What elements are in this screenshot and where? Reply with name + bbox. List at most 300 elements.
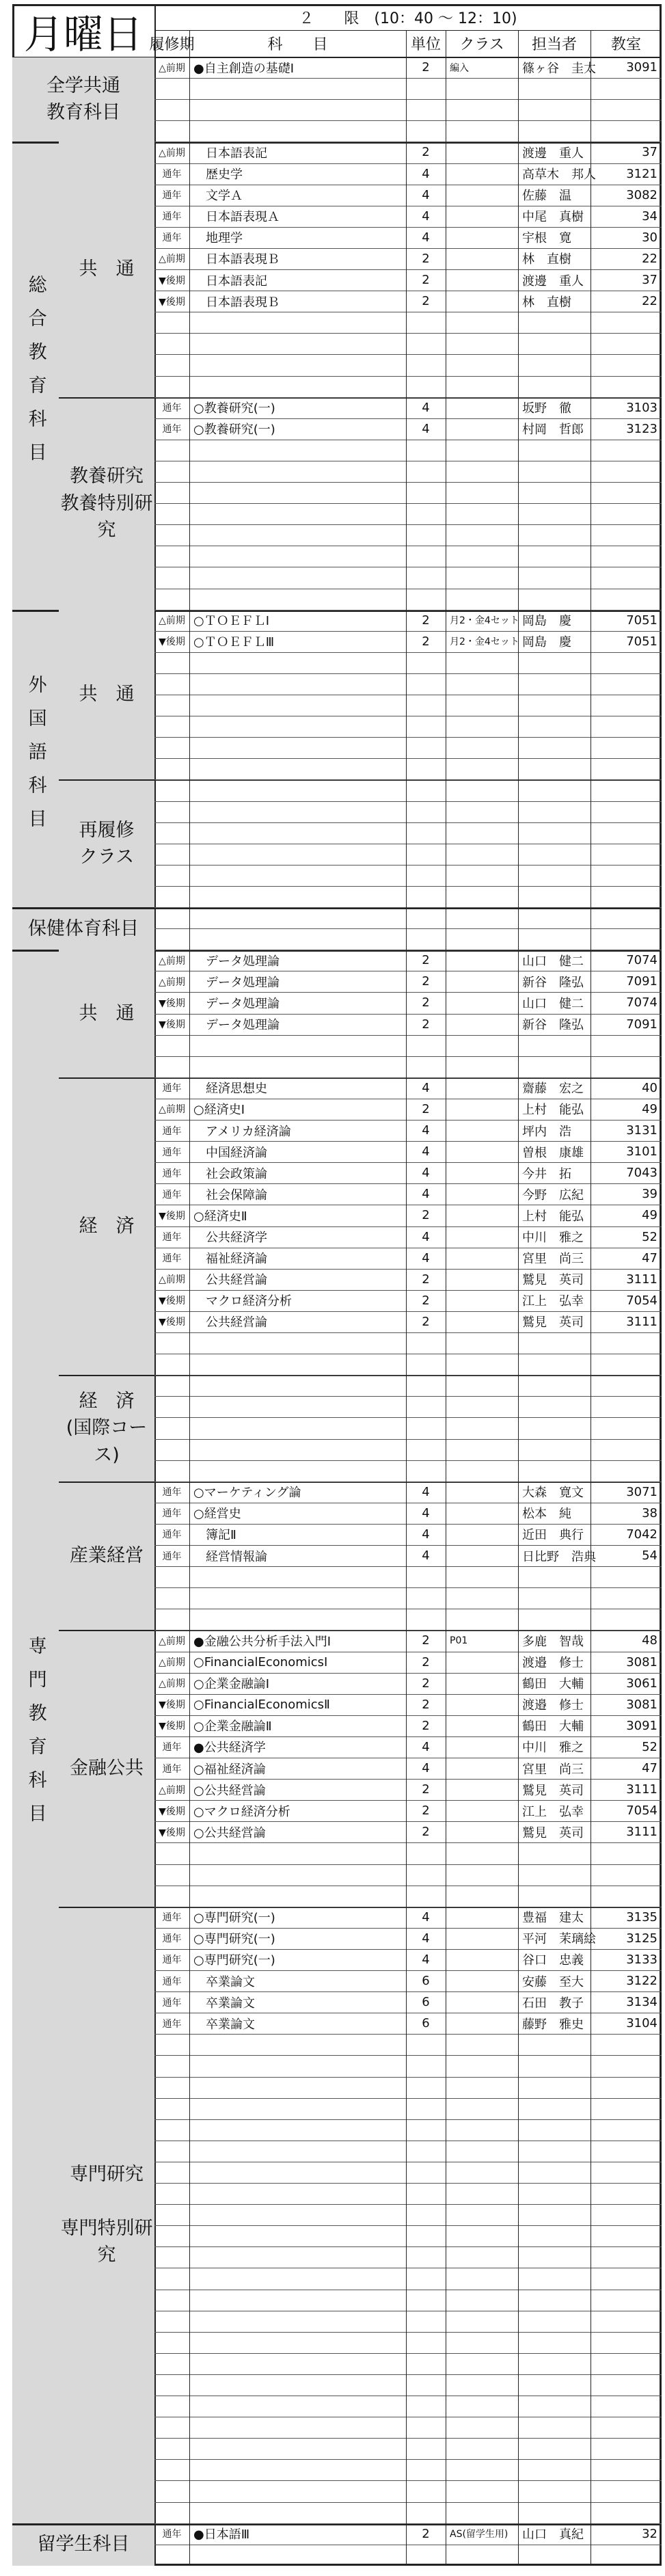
row-units: 2 bbox=[422, 1293, 430, 1308]
row-term: 通年 bbox=[162, 1508, 182, 1520]
row-class bbox=[446, 142, 518, 163]
row-class bbox=[446, 163, 518, 185]
row-room: 7051 bbox=[626, 634, 657, 649]
row-term: ▼後期 bbox=[159, 1317, 185, 1328]
row-room: 3104 bbox=[626, 2016, 657, 2031]
row-class bbox=[446, 971, 518, 992]
row-subject: ○経済史Ⅱ bbox=[193, 1209, 247, 1224]
row-room: 3111 bbox=[626, 1272, 657, 1287]
row-term: 通年 bbox=[162, 1232, 182, 1244]
row-term: ▼後期 bbox=[159, 1700, 185, 1711]
row-class: AS(留学生用) bbox=[450, 2529, 508, 2540]
row-term: ▼後期 bbox=[159, 1721, 185, 1732]
row-teacher: 豊福 建太 bbox=[522, 1911, 584, 1926]
row-class bbox=[446, 1141, 518, 1162]
row-room: 3135 bbox=[626, 1909, 657, 1924]
row-room: 3122 bbox=[626, 1974, 657, 1989]
row-room: 47 bbox=[642, 1761, 657, 1776]
row-subject: ●公共経済学 bbox=[193, 1741, 266, 1756]
group-label: 教養研究 教養特別研究 bbox=[59, 397, 154, 610]
row-class bbox=[446, 1524, 518, 1545]
row-term: 通年 bbox=[162, 403, 182, 414]
section-label: 外国語科目 bbox=[12, 610, 59, 907]
row-room: 3082 bbox=[626, 187, 657, 202]
row-teacher: 安藤 至大 bbox=[522, 1974, 584, 1989]
row-units: 2 bbox=[422, 1782, 430, 1797]
row-room: 52 bbox=[642, 1739, 657, 1754]
row-subject: 卒業論文 bbox=[193, 2017, 255, 2032]
row-teacher: 新谷 隆弘 bbox=[522, 975, 584, 990]
row-subject: 日本語表現Ｂ bbox=[193, 295, 280, 310]
row-class bbox=[446, 206, 518, 227]
row-subject: 社会保障論 bbox=[193, 1188, 267, 1203]
row-subject: ○企業金融論Ⅰ bbox=[193, 1677, 270, 1692]
row-teacher: 坂野 徹 bbox=[522, 401, 571, 416]
period-header: ２ 限 (10：40 ～ 12：10) bbox=[299, 10, 517, 27]
row-subject: 地理学 bbox=[193, 231, 243, 246]
row-teacher: 宮里 尚三 bbox=[522, 1762, 584, 1777]
row-room: 3123 bbox=[626, 421, 657, 436]
section-label: 総合教育科目 bbox=[12, 142, 59, 609]
row-room: 7054 bbox=[626, 1803, 657, 1819]
row-class bbox=[446, 1991, 518, 2013]
row-room: 3134 bbox=[626, 1995, 657, 2010]
row-teacher: 山口 健二 bbox=[522, 954, 584, 969]
row-subject: データ処理論 bbox=[193, 975, 280, 990]
row-teacher: 林 直樹 bbox=[522, 295, 571, 310]
row-room: 7074 bbox=[626, 953, 657, 968]
row-teacher: 渡邉 修士 bbox=[522, 1656, 584, 1671]
row-subject: ○専門研究(一) bbox=[193, 1953, 275, 1968]
row-teacher: 今井 拓 bbox=[522, 1166, 571, 1181]
row-units: 2 bbox=[422, 613, 430, 628]
row-teacher: 山口 健二 bbox=[522, 996, 584, 1011]
row-subject: ○ＴＯＥＦＬⅠ bbox=[193, 614, 270, 629]
group-label: 産業経営 bbox=[59, 1481, 154, 1631]
row-units: 4 bbox=[422, 1144, 430, 1159]
row-teacher: 林 直樹 bbox=[522, 252, 571, 267]
row-room: 3091 bbox=[626, 60, 657, 75]
row-term: ▼後期 bbox=[159, 296, 185, 308]
row-room: 40 bbox=[642, 1080, 657, 1095]
row-term: 通年 bbox=[162, 1253, 182, 1265]
row-teacher: 曽根 康雄 bbox=[522, 1145, 584, 1160]
row-room: 7074 bbox=[626, 995, 657, 1010]
row-teacher: 佐藤 温 bbox=[522, 189, 571, 204]
row-units: 4 bbox=[422, 1909, 430, 1924]
row-subject: ○福祉経済論 bbox=[193, 1762, 266, 1777]
row-teacher: 篠ヶ谷 圭太 bbox=[522, 61, 596, 76]
row-term: 通年 bbox=[162, 190, 182, 202]
row-term: 通年 bbox=[162, 2018, 182, 2030]
row-teacher: 近田 典行 bbox=[522, 1528, 584, 1543]
row-units: 4 bbox=[422, 400, 430, 415]
row-subject: 経済思想史 bbox=[193, 1082, 267, 1097]
column-header-class: クラス bbox=[459, 36, 504, 53]
row-subject: 公共経営論 bbox=[193, 1273, 267, 1288]
row-units: 2 bbox=[422, 1017, 430, 1032]
row-subject: 日本語表現Ｂ bbox=[193, 252, 280, 267]
row-units: 2 bbox=[422, 294, 430, 309]
row-room: 3103 bbox=[626, 400, 657, 415]
row-subject: ○FinancialEconomicsⅡ bbox=[193, 1697, 330, 1712]
row-subject: 日本語表記 bbox=[193, 273, 267, 289]
row-subject: 福祉経済論 bbox=[193, 1252, 267, 1267]
row-term: ▼後期 bbox=[159, 1210, 185, 1222]
row-room: 3081 bbox=[626, 1697, 657, 1712]
row-class bbox=[446, 1099, 518, 1120]
row-room: 39 bbox=[642, 1187, 657, 1202]
row-class bbox=[446, 1120, 518, 1141]
row-units: 4 bbox=[422, 421, 430, 436]
row-class bbox=[446, 1226, 518, 1248]
row-term: ▼後期 bbox=[159, 1827, 185, 1838]
page-title: 月曜日 bbox=[23, 10, 143, 57]
row-class bbox=[446, 248, 518, 269]
row-units: 4 bbox=[422, 1484, 430, 1499]
row-units: 4 bbox=[422, 1505, 430, 1520]
row-units: 4 bbox=[422, 1187, 430, 1202]
row-room: 3111 bbox=[626, 1314, 657, 1329]
row-units: 6 bbox=[422, 1995, 430, 2010]
row-class bbox=[446, 1290, 518, 1311]
row-units: 4 bbox=[422, 1931, 430, 1946]
row-term: 通年 bbox=[162, 1146, 182, 1158]
column-header-units: 単位 bbox=[410, 36, 441, 53]
row-room: 37 bbox=[642, 145, 657, 160]
row-teacher: 石田 教子 bbox=[522, 1996, 584, 2011]
row-class bbox=[446, 1014, 518, 1035]
row-subject: データ処理論 bbox=[193, 954, 280, 969]
row-units: 4 bbox=[422, 166, 430, 181]
row-class bbox=[446, 1481, 518, 1503]
row-class bbox=[446, 2013, 518, 2034]
row-term: 通年 bbox=[162, 1189, 182, 1200]
row-subject: ○公共経営論 bbox=[193, 1783, 266, 1798]
row-subject: 中国経済論 bbox=[193, 1145, 267, 1160]
row-teacher: 平河 茉璃絵 bbox=[522, 1932, 596, 1947]
row-teacher: 渡邊 重人 bbox=[522, 146, 584, 161]
row-class bbox=[446, 1311, 518, 1332]
row-room: 30 bbox=[642, 230, 657, 245]
row-teacher: 中尾 真樹 bbox=[522, 210, 584, 225]
row-term: 通年 bbox=[162, 1742, 182, 1754]
row-subject: ○経営史 bbox=[193, 1507, 241, 1522]
row-teacher: 中川 雅之 bbox=[522, 1231, 584, 1246]
row-class bbox=[446, 397, 518, 418]
group-label: 共 通 bbox=[59, 142, 154, 397]
row-subject: 文学Ａ bbox=[193, 189, 243, 204]
row-class bbox=[446, 1928, 518, 1949]
row-term: △前期 bbox=[159, 1274, 185, 1286]
row-subject: 日本語表現Ａ bbox=[193, 210, 280, 225]
row-class bbox=[446, 1248, 518, 1269]
row-teacher: 渡邊 重人 bbox=[522, 273, 584, 289]
row-subject: データ処理論 bbox=[193, 1018, 280, 1033]
row-room: 22 bbox=[642, 294, 657, 309]
row-teacher: 江上 弘幸 bbox=[522, 1804, 584, 1819]
row-room: 34 bbox=[642, 209, 657, 224]
row-room: 54 bbox=[642, 1548, 657, 1564]
row-term: ▼後期 bbox=[159, 997, 185, 1009]
row-room: 7091 bbox=[626, 974, 657, 989]
row-term: ▼後期 bbox=[159, 1019, 185, 1031]
row-units: 4 bbox=[422, 1952, 430, 1967]
row-teacher: 日比野 浩典 bbox=[522, 1549, 596, 1564]
row-subject: ○教養研究(一) bbox=[193, 401, 275, 416]
row-class bbox=[446, 1970, 518, 1991]
row-class bbox=[446, 1205, 518, 1226]
row-term: 通年 bbox=[162, 1763, 182, 1775]
row-units: 4 bbox=[422, 1080, 430, 1095]
row-class bbox=[446, 291, 518, 312]
group-label: 金融公共 bbox=[59, 1630, 154, 1906]
row-room: 7091 bbox=[626, 1017, 657, 1032]
row-units: 4 bbox=[422, 1527, 430, 1542]
row-units: 2 bbox=[422, 145, 430, 160]
row-term: 通年 bbox=[162, 211, 182, 223]
row-class bbox=[446, 1758, 518, 1779]
row-units: 4 bbox=[422, 1229, 430, 1244]
row-term: 通年 bbox=[162, 1168, 182, 1179]
row-term: 通年 bbox=[162, 1529, 182, 1541]
row-teacher: 齋藤 宏之 bbox=[522, 1082, 584, 1097]
row-units: 2 bbox=[422, 995, 430, 1010]
row-class bbox=[446, 1652, 518, 1673]
row-subject: マクロ経済分析 bbox=[193, 1294, 292, 1309]
row-class bbox=[446, 1162, 518, 1183]
timetable-sheet bbox=[12, 4, 662, 2572]
row-units: 2 bbox=[422, 1208, 430, 1223]
row-term: 通年 bbox=[162, 1933, 182, 1945]
row-subject: ○マクロ経済分析 bbox=[193, 1804, 290, 1819]
row-subject: 簿記Ⅱ bbox=[193, 1528, 236, 1543]
row-term: △前期 bbox=[159, 147, 185, 159]
row-term: △前期 bbox=[159, 1657, 185, 1669]
row-subject: 公共経営論 bbox=[193, 1315, 267, 1330]
row-teacher: 鷲見 英司 bbox=[522, 1825, 584, 1840]
row-subject: ○経済史Ⅰ bbox=[193, 1103, 245, 1118]
row-units: 2 bbox=[422, 1676, 430, 1691]
row-room: 3133 bbox=[626, 1952, 657, 1967]
row-units: 4 bbox=[422, 1548, 430, 1564]
row-term: 通年 bbox=[162, 1976, 182, 1987]
row-teacher: 岡島 慶 bbox=[522, 635, 571, 650]
row-room: 3125 bbox=[626, 1931, 657, 1946]
group-label: 共 通 bbox=[59, 610, 154, 780]
row-teacher: 鶴田 大輔 bbox=[522, 1677, 584, 1692]
row-class bbox=[446, 227, 518, 248]
row-class bbox=[446, 1545, 518, 1566]
row-subject: ○専門研究(一) bbox=[193, 1932, 275, 1947]
row-term: 通年 bbox=[162, 1487, 182, 1499]
row-room: 3091 bbox=[626, 1718, 657, 1733]
row-term: △前期 bbox=[159, 1678, 185, 1690]
row-room: 7054 bbox=[626, 1293, 657, 1308]
row-teacher: 高草木 邦人 bbox=[522, 167, 596, 183]
row-room: 3111 bbox=[626, 1825, 657, 1840]
row-term: 通年 bbox=[162, 1955, 182, 1966]
row-subject: アメリカ経済論 bbox=[193, 1124, 291, 1139]
row-subject: ●金融公共分析手法入門Ⅰ bbox=[193, 1634, 331, 1649]
row-units: 2 bbox=[422, 1272, 430, 1287]
row-term: 通年 bbox=[162, 2529, 182, 2540]
row-room: 37 bbox=[642, 273, 657, 288]
row-units: 2 bbox=[422, 1718, 430, 1733]
row-units: 2 bbox=[422, 1803, 430, 1819]
group-label: 経 済 (国際コース) bbox=[59, 1375, 154, 1481]
section-label: 保健体育科目 bbox=[12, 907, 154, 950]
row-term: ▼後期 bbox=[159, 1806, 185, 1817]
row-room: 47 bbox=[642, 1250, 657, 1265]
row-units: 2 bbox=[422, 953, 430, 968]
row-subject: 日本語表記 bbox=[193, 146, 267, 161]
row-room: 52 bbox=[642, 1229, 657, 1244]
section-label: 全学共通 教育科目 bbox=[12, 57, 154, 142]
row-room: 7051 bbox=[626, 613, 657, 628]
row-teacher: 松本 純 bbox=[522, 1507, 571, 1522]
row-room: 3131 bbox=[626, 1123, 657, 1138]
row-subject: 歴史学 bbox=[193, 167, 243, 183]
row-teacher: 中川 雅之 bbox=[522, 1741, 584, 1756]
row-teacher: 鶴田 大輔 bbox=[522, 1719, 584, 1734]
row-term: 通年 bbox=[162, 1912, 182, 1924]
row-units: 2 bbox=[422, 634, 430, 649]
row-teacher: 鷲見 英司 bbox=[522, 1315, 584, 1330]
section-label: 専門教育科目 bbox=[12, 950, 59, 2523]
row-teacher: 鷲見 英司 bbox=[522, 1783, 584, 1798]
row-subject: データ処理論 bbox=[193, 996, 280, 1011]
column-header-room: 教室 bbox=[610, 36, 641, 53]
row-room: 22 bbox=[642, 251, 657, 266]
row-class: 月2・金4セット bbox=[450, 636, 519, 648]
row-term: △前期 bbox=[159, 1784, 185, 1796]
group-label: 共 通 bbox=[59, 950, 154, 1077]
row-units: 4 bbox=[422, 1761, 430, 1776]
row-class bbox=[446, 1800, 518, 1821]
row-subject: 社会政策論 bbox=[193, 1166, 267, 1181]
row-units: 4 bbox=[422, 1739, 430, 1754]
row-subject: ●日本語Ⅲ bbox=[193, 2527, 250, 2543]
row-teacher: 宮里 尚三 bbox=[522, 1252, 584, 1267]
row-teacher: 村岡 哲郎 bbox=[522, 422, 584, 438]
row-class bbox=[446, 992, 518, 1013]
row-teacher: 山口 真紀 bbox=[522, 2527, 584, 2543]
row-units: 4 bbox=[422, 187, 430, 202]
row-term: 通年 bbox=[162, 1083, 182, 1095]
row-teacher: 大森 寛文 bbox=[522, 1486, 584, 1501]
section-label: 留学生科目 bbox=[12, 2523, 154, 2566]
row-term: 通年 bbox=[162, 1551, 182, 1562]
row-teacher: 宇根 寛 bbox=[522, 231, 571, 246]
row-term: 通年 bbox=[162, 1997, 182, 2009]
row-units: 2 bbox=[422, 273, 430, 288]
row-teacher: 今野 広紀 bbox=[522, 1188, 584, 1203]
row-teacher: 江上 弘幸 bbox=[522, 1294, 584, 1309]
row-subject: 卒業論文 bbox=[193, 1974, 255, 1989]
row-teacher: 新谷 隆弘 bbox=[522, 1018, 584, 1033]
row-subject: ○FinancialEconomicsⅠ bbox=[193, 1654, 328, 1669]
row-teacher: 鷲見 英司 bbox=[522, 1273, 584, 1288]
row-units: 4 bbox=[422, 1123, 430, 1138]
row-teacher: 上村 能弘 bbox=[522, 1103, 584, 1118]
row-class bbox=[446, 1183, 518, 1205]
row-class bbox=[446, 1736, 518, 1758]
row-term: 通年 bbox=[162, 1125, 182, 1137]
row-room: 3071 bbox=[626, 1484, 657, 1499]
row-units: 6 bbox=[422, 2016, 430, 2031]
row-teacher: 上村 能弘 bbox=[522, 1209, 584, 1224]
row-teacher: 藤野 雅史 bbox=[522, 2017, 584, 2032]
row-subject: ○公共経営論 bbox=[193, 1825, 266, 1840]
row-class bbox=[446, 418, 518, 440]
row-subject: ○専門研究(一) bbox=[193, 1911, 275, 1926]
row-term: 通年 bbox=[162, 424, 182, 435]
row-units: 4 bbox=[422, 230, 430, 245]
row-units: 2 bbox=[422, 1101, 430, 1116]
row-subject: 公共経済学 bbox=[193, 1231, 267, 1246]
row-class bbox=[446, 1694, 518, 1715]
row-class bbox=[446, 1949, 518, 1970]
group-label: 再履修 クラス bbox=[59, 779, 154, 907]
row-term: ▼後期 bbox=[159, 1296, 185, 1307]
row-term: 通年 bbox=[162, 169, 182, 180]
row-class bbox=[446, 1503, 518, 1524]
row-room: 3061 bbox=[626, 1676, 657, 1691]
row-units: 4 bbox=[422, 209, 430, 224]
row-term: △前期 bbox=[159, 1635, 185, 1647]
row-term: △前期 bbox=[159, 254, 185, 265]
row-class bbox=[446, 950, 518, 971]
row-subject: 卒業論文 bbox=[193, 1996, 255, 2011]
row-class bbox=[446, 185, 518, 206]
row-room: 32 bbox=[642, 2526, 657, 2541]
row-room: 49 bbox=[642, 1101, 657, 1116]
row-units: 2 bbox=[422, 974, 430, 989]
group-label: 経 済 bbox=[59, 1077, 154, 1375]
row-class bbox=[446, 1269, 518, 1290]
row-units: 2 bbox=[422, 1825, 430, 1840]
row-class bbox=[446, 1821, 518, 1842]
row-subject: ○企業金融論Ⅱ bbox=[193, 1719, 272, 1734]
row-units: 4 bbox=[422, 1166, 430, 1181]
row-class bbox=[446, 269, 518, 291]
row-units: 6 bbox=[422, 1974, 430, 1989]
row-teacher: 渡邉 修士 bbox=[522, 1698, 584, 1713]
column-header-subject: 科 目 bbox=[267, 36, 328, 53]
row-term: △前期 bbox=[159, 976, 185, 988]
row-room: 49 bbox=[642, 1208, 657, 1223]
row-term: ▼後期 bbox=[159, 275, 185, 286]
row-class: P01 bbox=[450, 1635, 468, 1646]
column-header-term: 履修期 bbox=[149, 36, 195, 53]
row-term: 通年 bbox=[162, 232, 182, 244]
row-room: 48 bbox=[642, 1633, 657, 1648]
row-units: 2 bbox=[422, 1633, 430, 1648]
row-class bbox=[446, 1907, 518, 1928]
row-class bbox=[446, 1077, 518, 1099]
row-units: 2 bbox=[422, 1314, 430, 1329]
row-subject: 経営情報論 bbox=[193, 1549, 267, 1564]
row-term: △前期 bbox=[159, 62, 185, 74]
row-units: 4 bbox=[422, 1250, 430, 1265]
row-room: 7042 bbox=[626, 1527, 657, 1542]
row-class: 編入 bbox=[450, 62, 469, 74]
row-room: 7043 bbox=[626, 1166, 657, 1181]
row-class bbox=[446, 1779, 518, 1800]
row-teacher: 岡島 慶 bbox=[522, 614, 571, 629]
row-subject: ●自主創造の基礎Ⅰ bbox=[193, 61, 295, 76]
